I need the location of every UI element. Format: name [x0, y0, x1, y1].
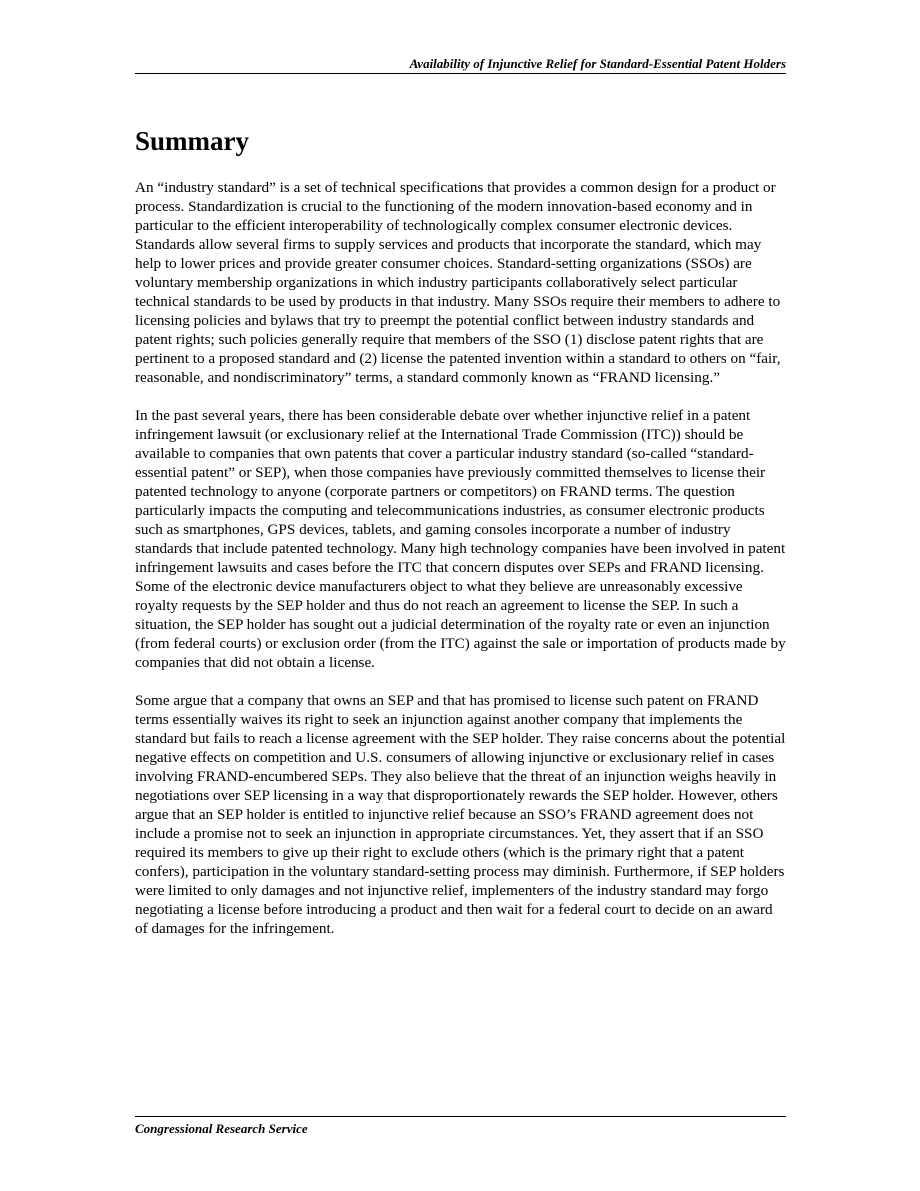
running-footer-text: Congressional Research Service [135, 1121, 308, 1136]
running-header-title: Availability of Injunctive Relief for Standard-Essential Patent Holders [409, 56, 786, 71]
paragraph-3: Some argue that a company that owns an SEP and that has promised to license such patent on FRAND terms essentially waives its right to seek an injunction against another company that implements the standard but fails to reach a license agreement with the SEP holder. They raise concerns about the potential negative effects on competition and U.S. consumers of allowing injunctive or exclusionary relief in cases involving FRAND-encumbered SEPs. They also believe that the threat of an injunction weighs heavily in negotiations over SEP licensing in a way that disproportionately rewards the SEP holder. However, others argue that an SEP holder is entitled to injunctive relief because an SSO’s FRAND agreement does not include a promise not to seek an injunction in appropriate circumstances. Yet, they assert that if an SSO required its members to give up their right to exclude others (which is the primary right that a patent confers), participation in the voluntary standard-setting process may diminish. Furthermore, if SEP holders were limited to only damages and not injunctive relief, implementers of the industry standard may forgo negotiating a license before introducing a product and then wait for a federal court to decide on an award of damages for the infringement. [135, 692, 786, 937]
running-header [135, 56, 786, 74]
running-footer [135, 1116, 786, 1137]
section-heading: Summary [135, 126, 249, 156]
paragraph-1: An “industry standard” is a set of technical specifications that provides a common design for a product or process. Standardization is crucial to the functioning of the modern innovation-based economy and in particular to the efficient interoperability of technologically complex consumer electronic devices. Standards allow several firms to supply services and products that incorporate the standard, which may help to lower prices and provide greater consumer choices. Standard-setting organizations (SSOs) are voluntary membership organizations in which industry participants collaboratively select particular technical standards to be used by products in that industry. Many SSOs require their members to adhere to licensing policies and bylaws that try to preempt the potential conflict between industry standards and patent rights; such policies generally require that members of the SSO (1) disclose patent rights that are pertinent to a proposed standard and (2) license the patented invention within a standard to others on “fair, reasonable, and nondiscriminatory” terms, a standard commonly known as “FRAND licensing.” [135, 179, 781, 386]
paragraph-2: In the past several years, there has been considerable debate over whether injunctive relief in a patent infringement lawsuit (or exclusionary relief at the International Trade Commission (ITC)) should be available to companies that own patents that cover a particular industry standard (so-called “standard-essential patent” or SEP), when those companies have previously committed themselves to license their patented technology to anyone (corporate partners or competitors) on FRAND terms. The question particularly impacts the computing and telecommunications industries, as consumer electronic products such as smartphones, GPS devices, tablets, and gaming consoles incorporate a number of industry standards that include patented technology. Many high technology companies have been involved in patent infringement lawsuits and cases before the ITC that concern disputes over SEPs and FRAND licensing. Some of the electronic device manufacturers object to what they believe are unreasonably excessive royalty requests by the SEP holder and thus do not reach an agreement to license the SEP. In such a situation, the SEP holder has sought out a judicial determination of the royalty rate or even an injunction (from federal courts) or exclusion order (from the ITC) against the sale or importation of products made by companies that did not obtain a license. [135, 407, 786, 671]
body-text [135, 178, 787, 957]
